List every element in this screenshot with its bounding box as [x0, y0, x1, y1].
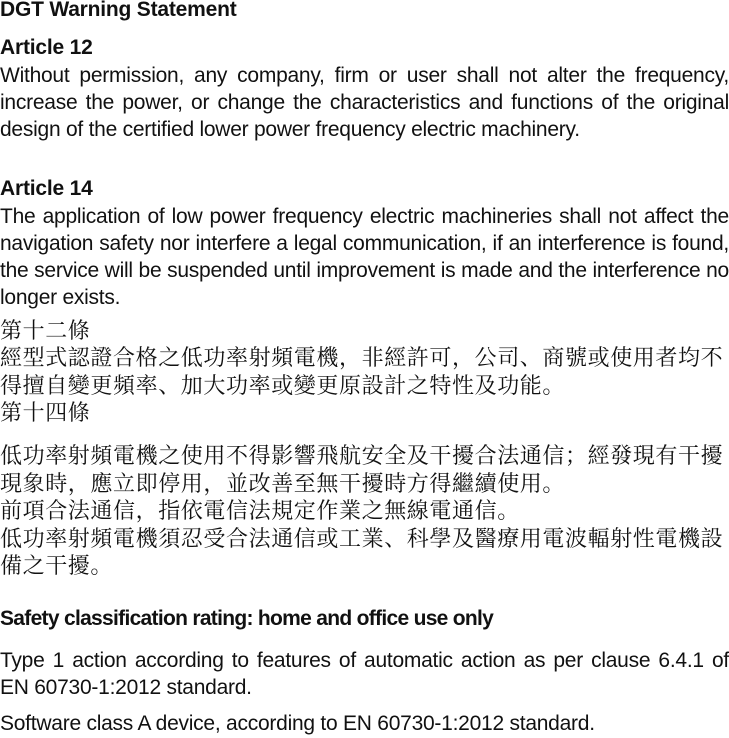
article-12-text: Without permission, any company, firm or user shall not alter the frequency, increase the power, or change the characteristics and functions of the original design of the certified lower power frequency electric machinery.	[0, 64, 729, 141]
article-14-text: The application of low power frequency electric machineries shall not affect the navigation safety nor interfere a legal communication, if an interference is found, the service will be suspended until improvement is made and the interference no longer exists.	[0, 205, 729, 309]
safety-software-text: Software class A device, according to EN 60730-1:2012 standard.	[0, 712, 595, 735]
chinese-article-12-heading: 第十二條	[0, 319, 91, 344]
safety-type-text: Type 1 action according to features of automatic action as per clause 6.4.1 of EN 60730-1:2012 standard.	[0, 649, 729, 699]
safety-rating-heading: Safety classification rating: home and office use only	[0, 607, 494, 630]
chinese-article-12-text: 經型式認證合格之低功率射頻電機，非經許可，公司、商號或使用者均不得擅自變更頻率、加大功率或變更原設計之特性及功能。	[0, 346, 724, 399]
chinese-article-14-heading: 第十四條	[0, 401, 91, 426]
article-14-heading: Article 14	[0, 177, 93, 200]
chinese-article-14-text: 低功率射頻電機之使用不得影響飛航安全及干擾合法通信；經發現有干擾現象時，應立即停用，並改善至無干擾時方得繼續使用。 前項合法通信，指依電信法規定作業之無線電通信。 低功率射頻電機須忍受合法通信或工業、科學及醫療用電波輻射性電機設備之干擾。	[0, 444, 724, 579]
document-title: DGT Warning Statement	[0, 0, 237, 21]
article-12-heading: Article 12	[0, 36, 93, 59]
